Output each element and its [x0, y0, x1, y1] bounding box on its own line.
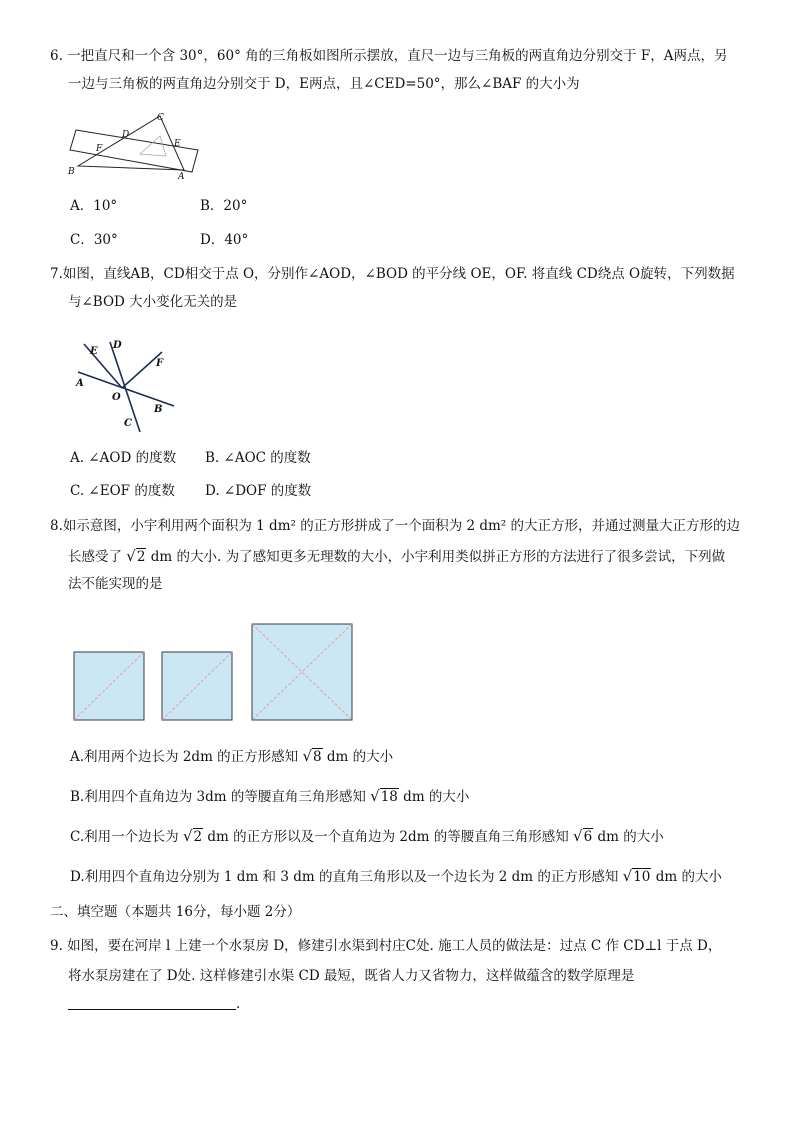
sqrt-expression: √6 [573, 827, 593, 845]
sqrt-expression: √10 [622, 867, 651, 885]
q8-opt-c-pre: C.利用一个边长为 [70, 829, 179, 845]
q6-option-a: A．10° [70, 198, 118, 214]
q8-option-c [70, 826, 664, 847]
q7-option-b: B. ∠AOC 的度数 [205, 450, 311, 466]
q8-stem-line2-post: dm 的大小. 为了感知更多无理数的大小，小宇利用类似拼正方形的方法进行了很多尝试，下列做 [150, 549, 726, 565]
sqrt-arg: 2 [136, 549, 146, 565]
q6-stem-line2: 一边与三角板的两直角边分别交于 D，E两点，且∠CED=50°，那么∠BAF 的大小为 [68, 76, 580, 92]
q8-opt-d-pre: D.利用四个直角边分别为 1 dm 和 3 dm 的直角三角形以及一个边长为 2 dm 的正方形感知 [70, 869, 619, 885]
q8-opt-a-post: dm 的大小 [326, 749, 394, 765]
label-B: B [68, 167, 75, 177]
q8-stem-line3: 法不能实现的是 [68, 576, 163, 592]
q8-opt-d-post: dm 的大小 [655, 869, 722, 885]
q8-opt-c-post: dm 的大小 [597, 829, 664, 845]
sqrt-arg: 6 [583, 829, 593, 845]
q9-period: . [236, 996, 241, 1012]
sqrt-expression: √8 [302, 747, 322, 765]
label-D: D [113, 340, 122, 351]
q7-figure [64, 332, 184, 436]
q7-option-d: D. ∠DOF 的度数 [205, 483, 312, 499]
q6-stem-line1: 6. 一把直尺和一个含 30°，60° 角的三角板如图所示摆放，直尺一边与三角板的两直角边分别交于 F，A两点，另 [50, 48, 728, 64]
label-C: C [157, 113, 164, 123]
q8-stem-line1: 8.如示意图，小宇利用两个面积为 1 dm² 的正方形拼成了一个面积为 2 dm² 的大正方形，并通过测量大正方形的边 [50, 518, 741, 534]
q9-stem-line1: 9. 如图，要在河岸 l 上建一个水泵房 D，修建引水渠到村庄C处. 施工人员的做法是：过点 C 作 CD⊥l 于点 D， [50, 938, 722, 954]
q8-opt-c-mid: dm 的正方形以及一个直角边为 2dm 的等腰直角三角形感知 [207, 829, 569, 845]
q6-option-b: B．20° [200, 198, 248, 214]
section-2-title: 二、填空题（本题共 16分，每小题 2分） [50, 904, 301, 920]
label-F: F [96, 144, 103, 154]
set-square-shape [78, 116, 184, 170]
label-A: A [76, 378, 84, 389]
label-F: F [156, 358, 164, 369]
q9-stem-line2: 将水泵房建在了 D处. 这样修建引水渠 CD 最短，既省人力又省物力，这样做蕴含的数学原理是 [68, 968, 635, 984]
q8-stem-line2 [68, 546, 725, 567]
sqrt-expression: √18 [370, 787, 398, 805]
q6-figure [64, 108, 204, 180]
q7-stem-line2: 与∠BOD 大小变化无关的是 [68, 294, 238, 310]
q8-opt-b-pre: B.利用四个直角边为 3dm 的等腰直角三角形感知 [70, 789, 366, 805]
answer-blank[interactable] [68, 995, 236, 1010]
q9-answer-line [68, 994, 240, 1014]
sqrt-arg: 10 [633, 869, 651, 885]
q8-option-b [70, 786, 469, 807]
label-O: O [112, 392, 121, 403]
label-C: C [124, 418, 132, 429]
inner-triangle-shape [140, 136, 166, 156]
q8-stem-line2-pre: 长感受了 [68, 549, 122, 565]
sqrt-arg: 18 [380, 789, 398, 805]
label-A: A [178, 172, 185, 180]
q8-figure [70, 620, 360, 724]
sqrt-arg: 2 [193, 829, 203, 845]
q8-opt-b-post: dm 的大小 [403, 789, 470, 805]
label-E: E [174, 139, 181, 149]
label-D: D [122, 130, 130, 140]
sqrt-arg: 8 [313, 749, 322, 765]
q7-stem-line1: 7.如图，直线AB，CD相交于点 O，分别作∠AOD，∠BOD 的平分线 OE，OF. 将直线 CD绕点 O旋转，下列数据 [50, 266, 735, 282]
q6-option-c: C．30° [70, 232, 118, 248]
q6-option-d: D．40° [200, 232, 249, 248]
label-B: B [154, 404, 163, 415]
q7-option-a: A. ∠AOD 的度数 [70, 450, 177, 466]
q7-option-c: C. ∠EOF 的度数 [70, 483, 175, 499]
q8-opt-a-pre: A.利用两个边长为 2dm 的正方形感知 [70, 749, 299, 765]
sqrt-expression: √2 [126, 547, 146, 565]
sqrt-expression: √2 [182, 827, 203, 845]
ruler-shape [70, 130, 198, 172]
q8-option-a [70, 746, 393, 767]
label-E: E [90, 346, 98, 357]
q8-option-d [70, 866, 722, 887]
